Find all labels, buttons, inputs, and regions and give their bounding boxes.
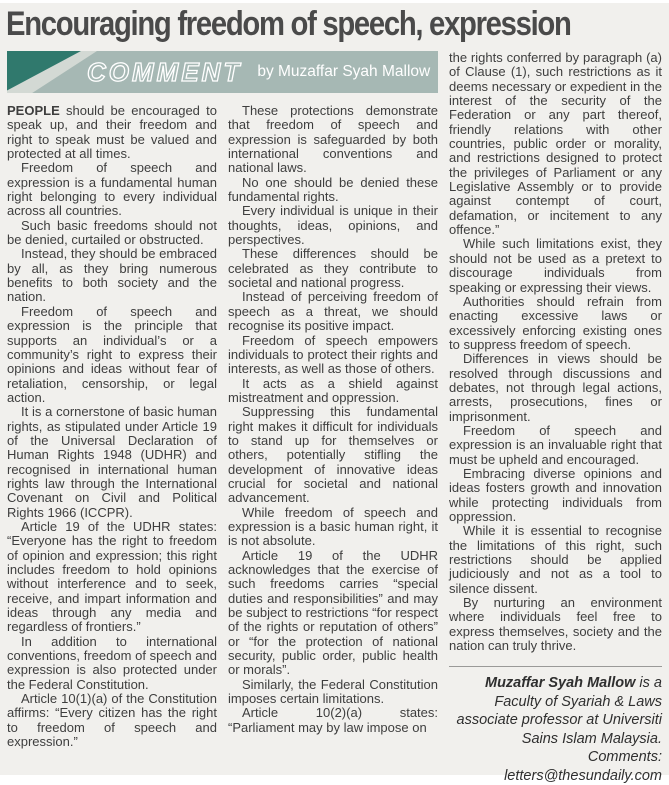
article-paragraph: While it is essential to recognise the limitations of this right, such restrictions should be applied judiciously and not as a tool to silence dissent. [449, 523, 662, 596]
article-paragraph: While freedom of speech and expression is a basic human right, it is not absolute. [228, 504, 438, 549]
article-paragraph: By nurturing an environment where individuals feel free to express themselves, society and the nation can truly thrive. [449, 595, 662, 654]
article-column-3 [449, 51, 662, 785]
article-paragraph: Instead, they should be embraced by all, as they bring numerous benefits to both society and the nation. [7, 246, 217, 305]
article-paragraph: Article 19 of the UDHR acknowledges that the exercise of such freedoms carries “special duties and responsibilities” and may be subject to restrictions “for respect of the rights or reputation of others” or “for the protection of national security, public order, public health or morals”. [228, 547, 438, 678]
contact-email: letters@thesundaily.com [504, 767, 662, 784]
article-paragraph: Freedom of speech and expression is the principle that supports an individual’s or a community’s right to express their opinions and ideas without fear of retaliation, censorship, or legal action. [7, 303, 217, 405]
article-paragraph: Such basic freedoms should not be denied, curtailed or obstructed. [7, 217, 217, 248]
article-paragraph: It is a cornerstone of basic human rights, as stipulated under Article 19 of the Universal Declaration of Human Rights 1948 (UDHR) and recognised in international human rights law through the International Covenant on Civil and Political Rights 1966 (ICCPR). [7, 404, 217, 520]
article-paragraph: Article 10(1)(a) of the Constitution affirms: “Every citizen has the right to freedom of speech and expression.” [7, 691, 217, 750]
article-paragraph: It acts as a shield against mistreatment and oppression. [228, 375, 438, 405]
article-paragraph: Every individual is unique in their thoughts, ideas, opinions, and perspectives. [228, 203, 438, 248]
comment-label: COMMENT [87, 56, 243, 87]
article-paragraph: Article 19 of the UDHR states: “Everyone has the right to freedom of opinion and expression; this right includes freedom to hold opinions without interference and to seek, receive, and impart information and ideas through any media and regardless of frontiers.” [7, 518, 217, 635]
byline: by Muzaffar Syah Mallow [257, 63, 431, 80]
headline: Encouraging freedom of speech, expression [6, 5, 571, 43]
article-paragraph: PEOPLE should be encouraged to speak up, and their freedom and right to speak must be valued and protected at all times. [7, 103, 217, 162]
article-paragraph: Article 10(2)(a) states: “Parliament may by law impose on [228, 705, 438, 735]
footer-divider [449, 666, 662, 667]
article-paragraph: No one should be denied these fundamental rights. [228, 174, 438, 205]
article-paragraph: the rights conferred by paragraph (a) of Clause (1), such restrictions as it deems necessary or expedient in the interest of the security of the Federation or any part thereof, friendly relations with other countries, public order or morality, and restrictions designed to protect the privileges of Parliament or any Legislative Assembly or to provide against contempt of court, defamation, or incitement to any offence.” [449, 50, 662, 238]
article-paragraph: Suppressing this fundamental right makes it difficult for individuals to stand up for themselves or others, potentially stifling the development of innovative ideas crucial for societal and national advancement. [228, 404, 438, 506]
article-body [0, 51, 669, 785]
article-paragraph: These protections demonstrate that freedom of speech and expression is safeguarded by both international conventions and national laws. [228, 103, 438, 176]
article-paragraph: Authorities should refrain from enacting excessive laws or excessively enforcing existing ones to suppress freedom of speech. [449, 293, 662, 352]
article-column-1 [7, 104, 217, 749]
article-column-2 [228, 104, 438, 749]
text-columns [7, 104, 438, 749]
article-column-3-text [449, 51, 662, 653]
article-paragraph: Differences in views should be resolved through discussions and debates, not through legal actions, arrests, prosecutions, fines or imprisonment. [449, 351, 662, 424]
left-column-group [7, 51, 438, 785]
article-paragraph: In addition to international conventions, freedom of speech and expression is also protected under the Federal Constitution. [7, 633, 217, 692]
article-paragraph: These differences should be celebrated as they contribute to societal and national progress. [228, 246, 438, 291]
article-paragraph: Freedom of speech and expression is a fundamental human right belonging to every individual across all countries. [7, 160, 217, 219]
article-paragraph: Freedom of speech and expression is an invaluable right that must be upheld and encouraged. [449, 422, 662, 467]
article-paragraph: While such limitations exist, they should not be used as a pretext to discourage individuals from speaking or expressing their views. [449, 236, 662, 295]
article-paragraph: Freedom of speech empowers individuals to protect their rights and interests, as well as those of others. [228, 332, 438, 377]
article-paragraph: Instead of perceiving freedom of speech as a threat, we should recognise its positive impact. [228, 289, 438, 334]
newspaper-page [0, 3, 669, 784]
lead-word: PEOPLE [7, 103, 66, 118]
author-note-text [449, 674, 662, 785]
comment-banner [7, 51, 438, 93]
article-paragraph: Similarly, the Federal Constitution imposes certain limitations. [228, 676, 438, 707]
author-description: is a Faculty of Syariah & Laws associate professor at Universiti Sains Islam Malaysia. Comments: [456, 675, 662, 766]
author-name: Muzaffar Syah Mallow [485, 675, 636, 692]
article-paragraph: Embracing diverse opinions and ideas fosters growth and innovation while protecting individuals from oppression. [449, 465, 662, 524]
author-note [449, 666, 662, 785]
